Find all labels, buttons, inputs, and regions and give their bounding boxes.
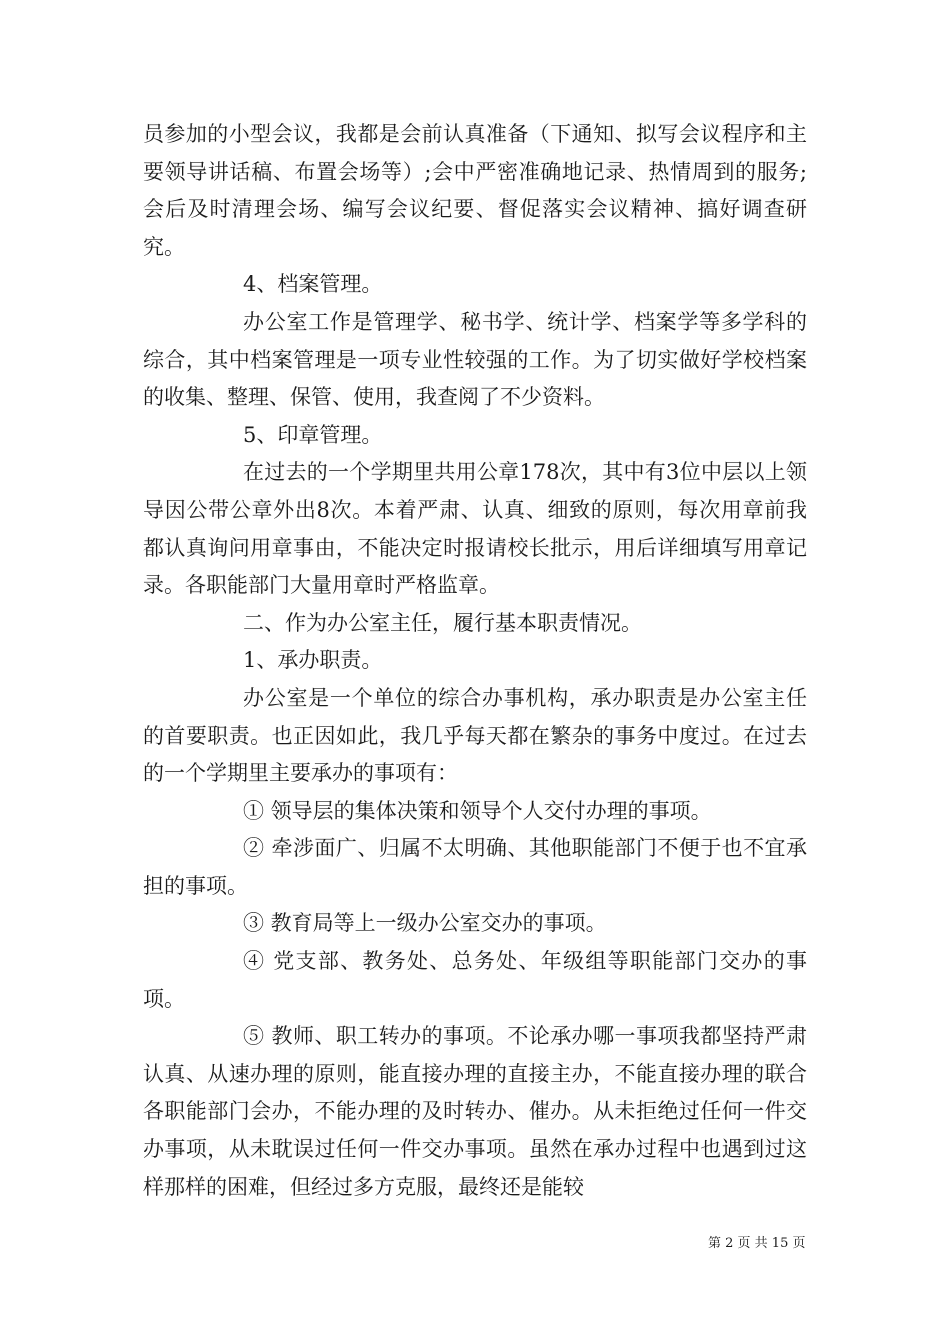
list-item-3: ③ 教育局等上一级办公室交办的事项。 <box>243 911 607 936</box>
paragraph-5: 在过去的一个学期里共用公章178次，其中有3位中层以上领导因公带公章外出8次。本着严肃、认真、细致的原则，每次用章前我都认真询问用章事由，不能决定时报请校长批示，用后详细填写用章记录。各职能部门大量用章时严格监章。 <box>143 460 807 598</box>
list-item-2: ② 牵涉面广、归属不太明确、其他职能部门不便于也不宜承担的事项。 <box>143 836 807 898</box>
page-number-footer: 第 2 页 共 15 页 <box>708 1236 806 1251</box>
list-item-5: ⑤ 教师、职工转办的事项。不论承办哪一事项我都坚持严肃认真、从速办理的原则，能直接办理的直接主办，不能直接办理的联合各职能部门会办，不能办理的及时转办、催办。从未拒绝过任何一件交办事项，从未耽误过任何一件交办事项。虽然在承办过程中也遇到过这样那样的困难，但经过多方克服，最终还是能较 <box>143 1024 807 1199</box>
paragraph-6-heading: 二、作为办公室主任，履行基本职责情况。 <box>243 610 642 635</box>
list-item-4: ④ 党支部、教务处、总务处、年级组等职能部门交办的事项。 <box>143 949 807 1011</box>
paragraph-1: 员参加的小型会议，我都是会前认真准备（下通知、拟写会议程序和主要领导讲话稿、布置会场等）;会中严密准确地记录、热情周到的服务;会后及时清理会场、编写会议纪要、督促落实会议精神、搞好调查研究。 <box>143 122 807 259</box>
paragraph-7-heading: 1、承办职责。 <box>243 648 383 673</box>
paragraph-4-heading: 5、印章管理。 <box>243 422 383 447</box>
paragraph-3: 办公室工作是管理学、秘书学、统计学、档案学等多学科的综合，其中档案管理是一项专业性较强的工作。为了切实做好学校档案的收集、整理、保管、使用，我查阅了不少资料。 <box>143 309 807 410</box>
document-body <box>143 116 807 1206</box>
paragraph-2-heading: 4、档案管理。 <box>243 272 383 297</box>
list-item-1: ① 领导层的集体决策和领导个人交付办理的事项。 <box>243 798 712 823</box>
paragraph-8: 办公室是一个单位的综合办事机构，承办职责是办公室主任的首要职责。也正因如此，我几乎每天都在繁杂的事务中度过。在过去的一个学期里主要承办的事项有： <box>143 685 807 786</box>
